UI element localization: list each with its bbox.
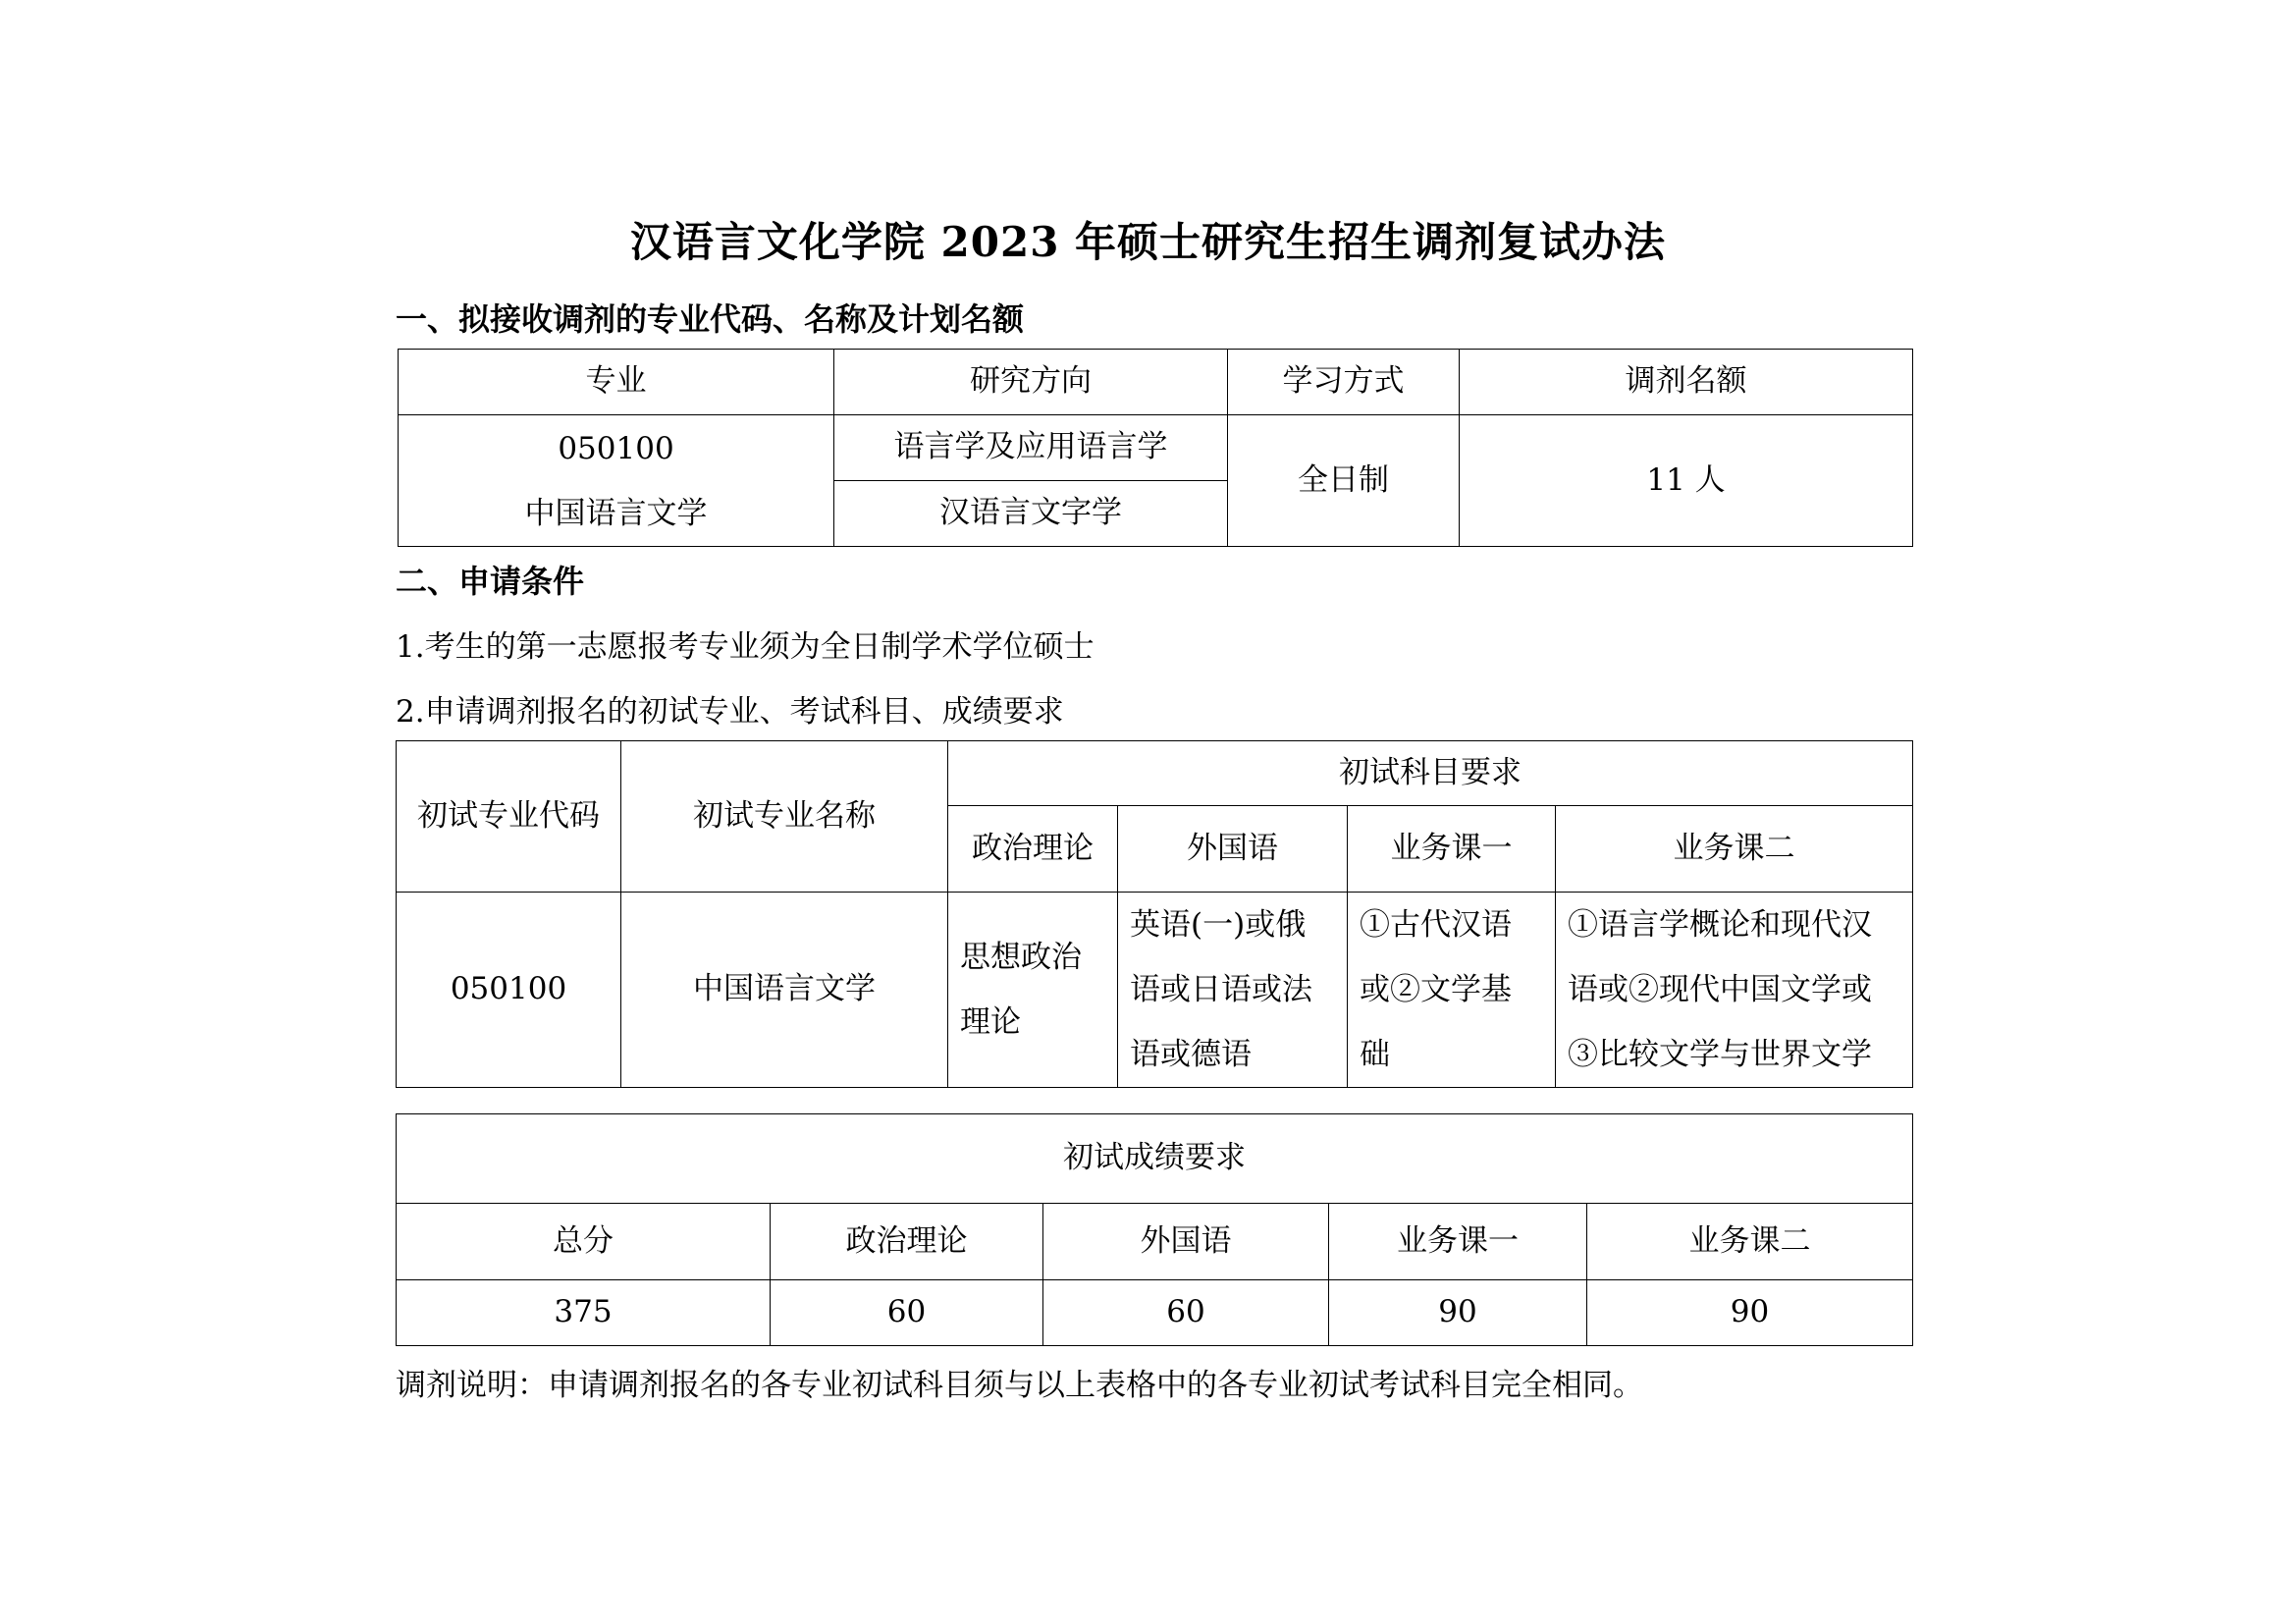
exam-name-value: 中国语言文学 [621, 893, 948, 1088]
scores-table [396, 1113, 1913, 1346]
score-col-course1: 业务课一 [1329, 1204, 1587, 1280]
majors-table [398, 349, 1913, 547]
major-name: 中国语言文学 [524, 495, 708, 531]
condition-item-1: 1.考生的第一志愿报考专业须为全日制学术学位硕士 [396, 629, 1095, 665]
score-col-foreign: 外国语 [1043, 1204, 1329, 1280]
score-course1: 90 [1329, 1280, 1587, 1346]
exam-code-value: 050100 [397, 893, 621, 1088]
header-exam-code: 初试专业代码 [397, 741, 621, 893]
header-direction: 研究方向 [834, 350, 1228, 415]
header-course2: 业务课二 [1556, 806, 1913, 893]
foreign-line: 英语(一)或俄 [1130, 907, 1307, 943]
politics-subject [948, 893, 1118, 1088]
header-study-mode: 学习方式 [1228, 350, 1460, 415]
condition-item-2: 2.申请调剂报名的初试专业、考试科目、成绩要求 [396, 694, 1064, 730]
course2-line: 语或②现代中国文学或 [1568, 972, 1872, 1007]
score-col-politics: 政治理论 [771, 1204, 1043, 1280]
course2-subject [1556, 893, 1913, 1088]
score-col-course2: 业务课二 [1587, 1204, 1913, 1280]
foreign-line: 语或日语或法 [1130, 972, 1312, 1007]
course1-line: ①古代汉语 [1360, 907, 1512, 943]
score-politics: 60 [771, 1280, 1043, 1346]
adjustment-note: 调剂说明：申请调剂报名的各专业初试科目须与以上表格中的各专业初试考试科目完全相同。 [396, 1368, 1643, 1403]
politics-line: 思想政治 [960, 940, 1082, 975]
scores-header: 初试成绩要求 [397, 1114, 1913, 1204]
section2-heading: 二、申请条件 [396, 563, 585, 600]
course1-line: 或②文学基 [1360, 972, 1512, 1007]
quota-value: 11 人 [1460, 415, 1913, 547]
header-foreign: 外国语 [1118, 806, 1348, 893]
course1-subject [1348, 893, 1556, 1088]
study-mode-value: 全日制 [1228, 415, 1460, 547]
score-course2: 90 [1587, 1280, 1913, 1346]
score-foreign: 60 [1043, 1280, 1329, 1346]
header-politics: 政治理论 [948, 806, 1118, 893]
foreign-subject [1118, 893, 1348, 1088]
header-subject-requirements: 初试科目要求 [948, 741, 1913, 806]
score-total: 375 [397, 1280, 771, 1346]
subjects-table [396, 740, 1913, 1088]
header-course1: 业务课一 [1348, 806, 1556, 893]
direction-1: 语言学及应用语言学 [834, 415, 1228, 481]
header-exam-name: 初试专业名称 [621, 741, 948, 893]
course2-line: ③比较文学与世界文学 [1568, 1037, 1872, 1072]
score-col-total: 总分 [397, 1204, 771, 1280]
course1-line: 础 [1360, 1037, 1390, 1072]
course2-line: ①语言学概论和现代汉 [1568, 907, 1872, 943]
politics-line: 理论 [960, 1004, 1021, 1040]
document-title: 汉语言文化学院 2023 年硕士研究生招生调剂复试办法 [629, 218, 1667, 266]
foreign-line: 语或德语 [1130, 1037, 1252, 1072]
header-major: 专业 [399, 350, 834, 415]
major-code: 050100 [558, 430, 674, 466]
header-quota: 调剂名额 [1460, 350, 1913, 415]
section1-heading: 一、拟接收调剂的专业代码、名称及计划名额 [396, 300, 1025, 338]
direction-2: 汉语言文字学 [834, 481, 1228, 547]
major-cell [399, 415, 834, 547]
